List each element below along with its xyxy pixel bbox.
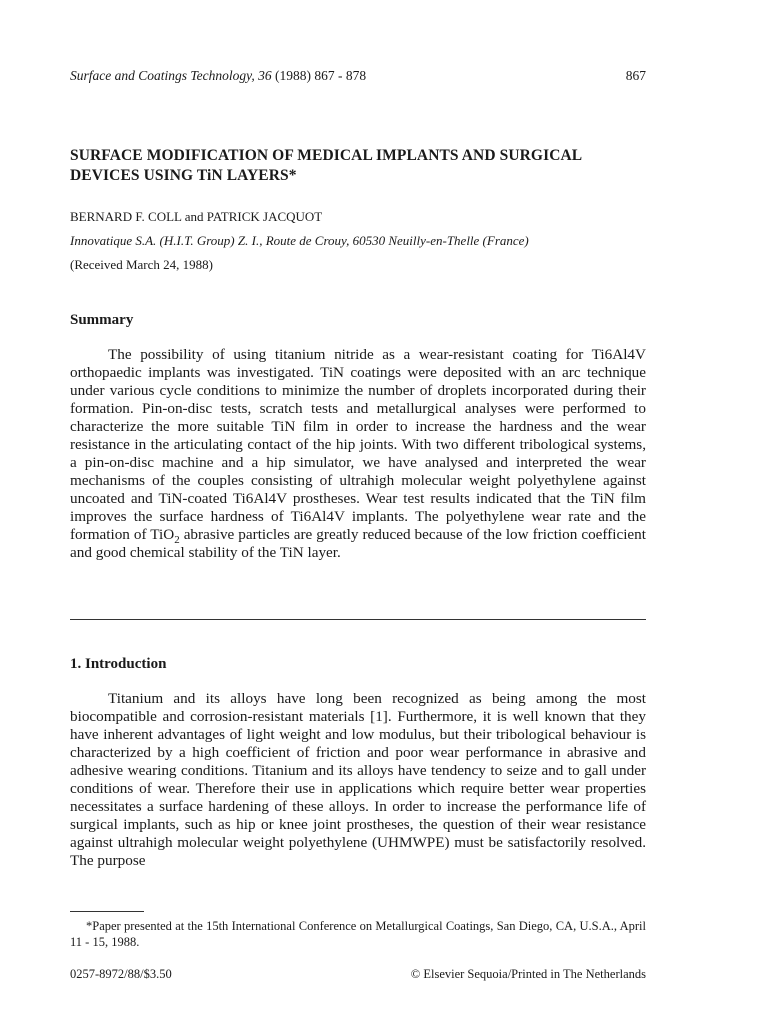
author-list: BERNARD F. COLL and PATRICK JACQUOT [70,209,323,224]
footnote: *Paper presented at the 15th International Conference on Metallurgical Coatings, San Diego, CA, U.S.A., April 11 - 15, 1988. [70,919,646,949]
journal-issue: (1988) 867 - 878 [271,68,367,83]
author-affiliation: Innovatique S.A. (H.I.T. Group) Z. I., Route de Crouy, 60530 Neuilly-en-Thelle (France) [70,233,529,248]
summary-paragraph [70,346,646,562]
introduction-heading: 1. Introduction [70,656,167,672]
paper-title: SURFACE MODIFICATION OF MEDICAL IMPLANTS AND SURGICAL DEVICES USING TiN LAYERS* [70,147,582,184]
journal-name: Surface and Coatings Technology, 36 [70,68,272,83]
running-head [70,67,646,85]
summary-heading: Summary [70,312,134,328]
footer-copyright: © Elsevier Sequoia/Printed in The Netherlands [410,967,646,981]
journal-citation [70,67,366,85]
received-date: (Received March 24, 1988) [70,257,213,272]
summary-subscript: 2 [174,534,180,547]
introduction-paragraph: Titanium and its alloys have long been recognized as being among the most biocompatible and corrosion-resistant materials [1]. Furthermore, it is well known that they have inherent advantages of light weight and low modulus, but their tribological behaviour is characterized by a high coefficient of friction and poor wear performance in abrasive and adhesive wearing conditions. Titanium and its alloys have tendency to seize and to gall under conditions of wear. Therefore their use in applications which require better wear properties necessitates a surface hardening of these alloys. In order to increase the performance life of surgical implants, such as hip or knee joint prostheses, the question of their wear resistance against ultrahigh molecular weight polyethylene (UHMWPE) must be satisfactorily resolved. The purpose [70,690,646,869]
summary-text-part-2: abrasive particles are greatly reduced because of the low friction coefficient and good chemical stability of the TiN layer. [70,526,646,561]
page-number: 867 [625,68,646,83]
footnote-divider [70,911,144,912]
summary-divider [70,619,646,620]
summary-text-part-1: The possibility of using titanium nitride as a wear-resistant coating for Ti6Al4V orthopaedic implants was investigated. TiN coatings were deposited with an arc technique under various cycle conditions to minimize the number of droplets incorporated during their formation. Pin-on-disc tests, scratch tests and metallurgical analyses were performed to characterize the more suitable TiN film in order to increase the hardness and the wear resistance in the articulating contact of the hip joints. With two different tribological systems, a pin-on-disc machine and a hip simulator, we have analysed and interpreted the wear mechanisms of the couples consisting of ultrahigh molecular weight polyethylene against uncoated and TiN-coated Ti6Al4V prostheses. Wear test results indicated that the TiN film improves the surface hardness of Ti6Al4V implants. The polyethylene wear rate and the formation of TiO [70,346,646,543]
footer-code: 0257-8972/88/$3.50 [70,967,172,981]
